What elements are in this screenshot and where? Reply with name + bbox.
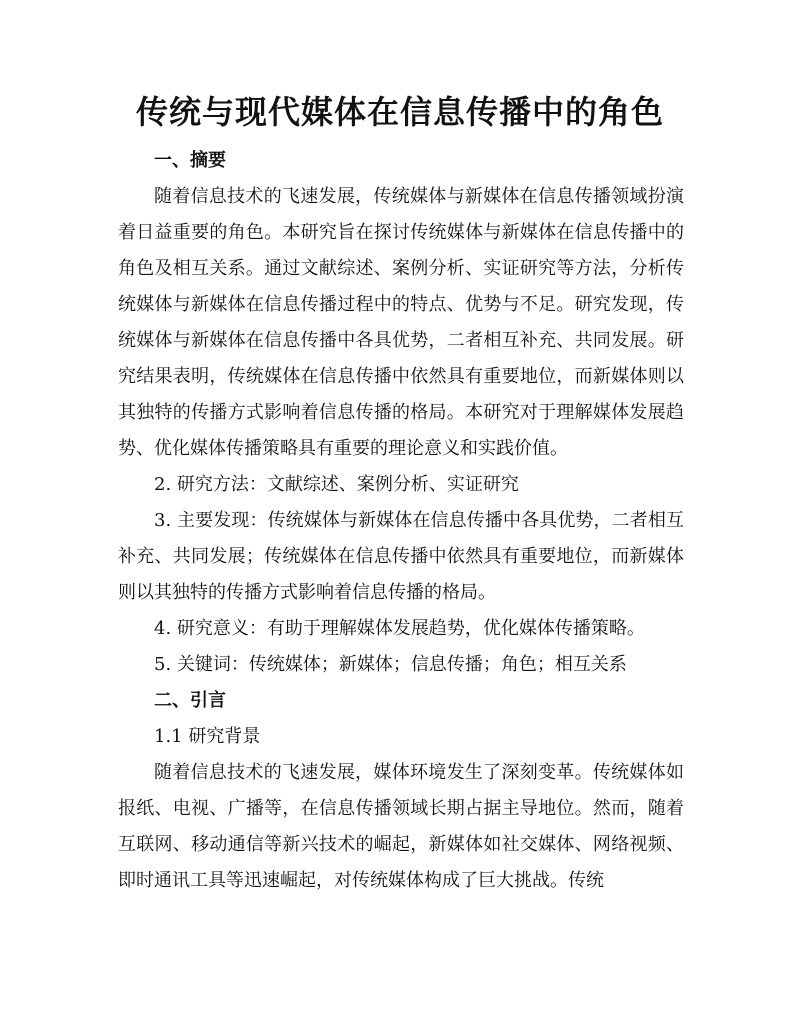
subsection-heading-background: 1.1 研究背景	[154, 726, 261, 747]
document-body	[118, 143, 684, 899]
section-heading-introduction: 二、引言	[154, 690, 226, 711]
document-title: 传统与现代媒体在信息传播中的角色	[135, 93, 664, 131]
list-item-significance: 4. 研究意义：有助于理解媒体发展趋势，优化媒体传播策略。	[154, 618, 645, 639]
list-item-methods: 2. 研究方法：文献综述、案例分析、实证研究	[154, 474, 519, 495]
list-item-findings: 3. 主要发现：传统媒体与新媒体在信息传播中各具优势，二者相互补充、共同发展；传统媒体在信息传播中依然具有重要地位，而新媒体则以其独特的传播方式影响着信息传播的格局。	[118, 510, 684, 603]
background-paragraph: 随着信息技术的飞速发展，媒体环境发生了深刻变革。传统媒体如报纸、电视、广播等，在信息传播领域长期占据主导地位。然而，随着互联网、移动通信等新兴技术的崛起，新媒体如社交媒体、网络视频、即时通讯工具等迅速崛起，对传统媒体构成了巨大挑战。传统	[118, 762, 684, 891]
section-heading-abstract: 一、摘要	[154, 150, 226, 171]
list-item-keywords: 5. 关键词：传统媒体；新媒体；信息传播；角色；相互关系	[154, 654, 627, 675]
abstract-paragraph: 随着信息技术的飞速发展，传统媒体与新媒体在信息传播领域扮演着日益重要的角色。本研究旨在探讨传统媒体与新媒体在信息传播中的角色及相互关系。通过文献综述、案例分析、实证研究等方法，分析传统媒体与新媒体在信息传播过程中的特点、优势与不足。研究发现，传统媒体与新媒体在信息传播中各具优势，二者相互补充、共同发展。研究结果表明，传统媒体在信息传播中依然具有重要地位，而新媒体则以其独特的传播方式影响着信息传播的格局。本研究对于理解媒体发展趋势、优化媒体传播策略具有重要的理论意义和实践价值。	[118, 186, 684, 459]
